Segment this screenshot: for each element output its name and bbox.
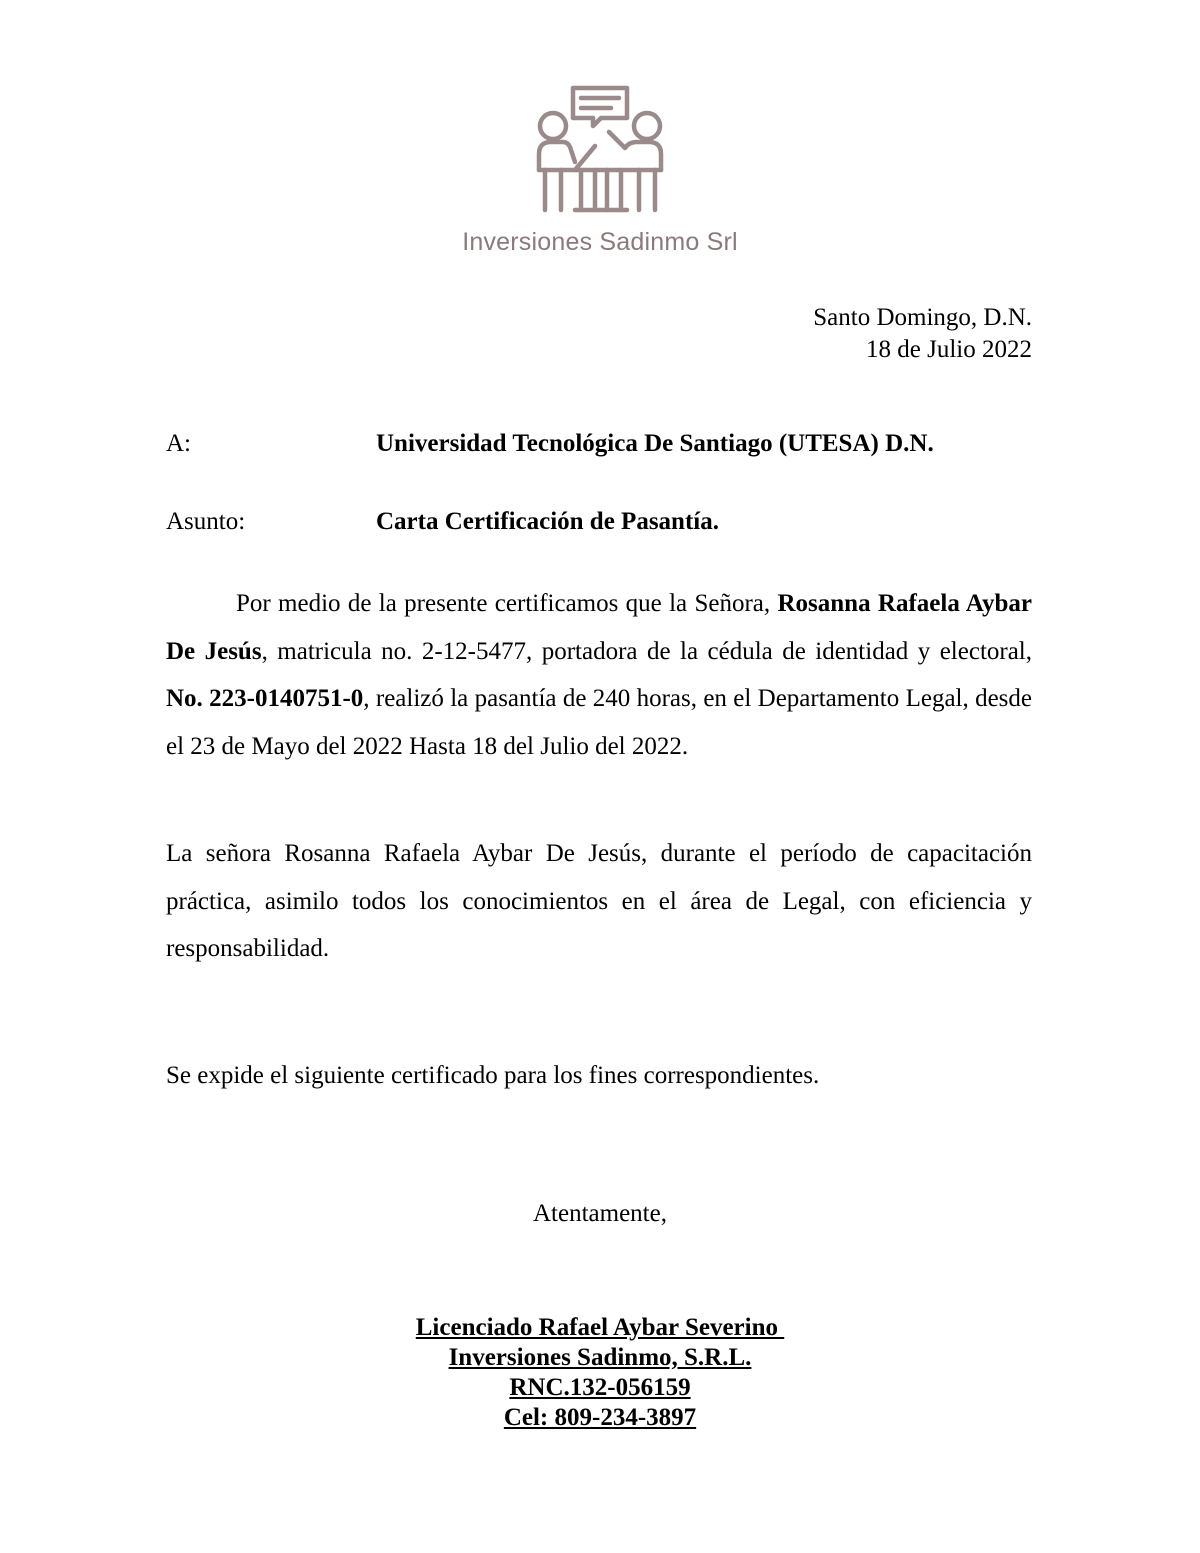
student-name: Rosanna Rafaela Aybar De Jesús xyxy=(166,590,1032,665)
subject-value: Carta Certificación de Pasantía. xyxy=(376,508,719,535)
signatory-rnc: RNC.132-056159 xyxy=(509,1374,691,1401)
closing-salutation: Atentamente, xyxy=(533,1200,667,1227)
letter-date: 18 de Julio 2022 xyxy=(866,336,1032,363)
paragraph1-text-2: , matricula no. 2-12-5477, portadora de la cédula de identidad y electoral, xyxy=(261,637,1033,665)
performance-paragraph: La señora Rosanna Rafaela Aybar De Jesús, durante el período de capacitación práctica, asimilo todos los conocimientos en el área de Legal, con eficiencia y responsabilidad. xyxy=(166,840,1032,962)
issuance-paragraph: Se expide el siguiente certificado para los fines correspondientes. xyxy=(166,1062,820,1089)
place-date-block xyxy=(813,302,1032,366)
signatory-phone: Cel: 809-234-3897 xyxy=(503,1404,697,1431)
signatory-name: Licenciado Rafael Aybar Severino xyxy=(415,1314,785,1341)
company-name: Inversiones Sadinmo Srl xyxy=(462,228,738,256)
signatory-company: Inversiones Sadinmo, S.R.L. xyxy=(448,1344,752,1371)
subject-label: Asunto: xyxy=(166,508,246,535)
recipient-label: A: xyxy=(166,430,191,457)
meeting-people-speech-bubble-icon xyxy=(535,84,665,214)
letter-place: Santo Domingo, D.N. xyxy=(813,304,1032,331)
paragraph1-text-1: Por medio de la presente certificamos que la Señora, xyxy=(236,590,778,617)
student-id-number: No. 223-0140751-0 xyxy=(166,685,364,712)
recipient-value: Universidad Tecnológica De Santiago (UTESA) D.N. xyxy=(376,430,934,457)
signature-block xyxy=(0,1313,1200,1433)
paragraph1-text-3: , realizó la pasantía de 240 horas, en el Departamento Legal, desde el 23 de Mayo del 2022 Hasta 18 del Julio del 2022. xyxy=(166,685,1032,760)
certification-paragraph xyxy=(166,580,1032,770)
company-logo xyxy=(0,84,1200,257)
